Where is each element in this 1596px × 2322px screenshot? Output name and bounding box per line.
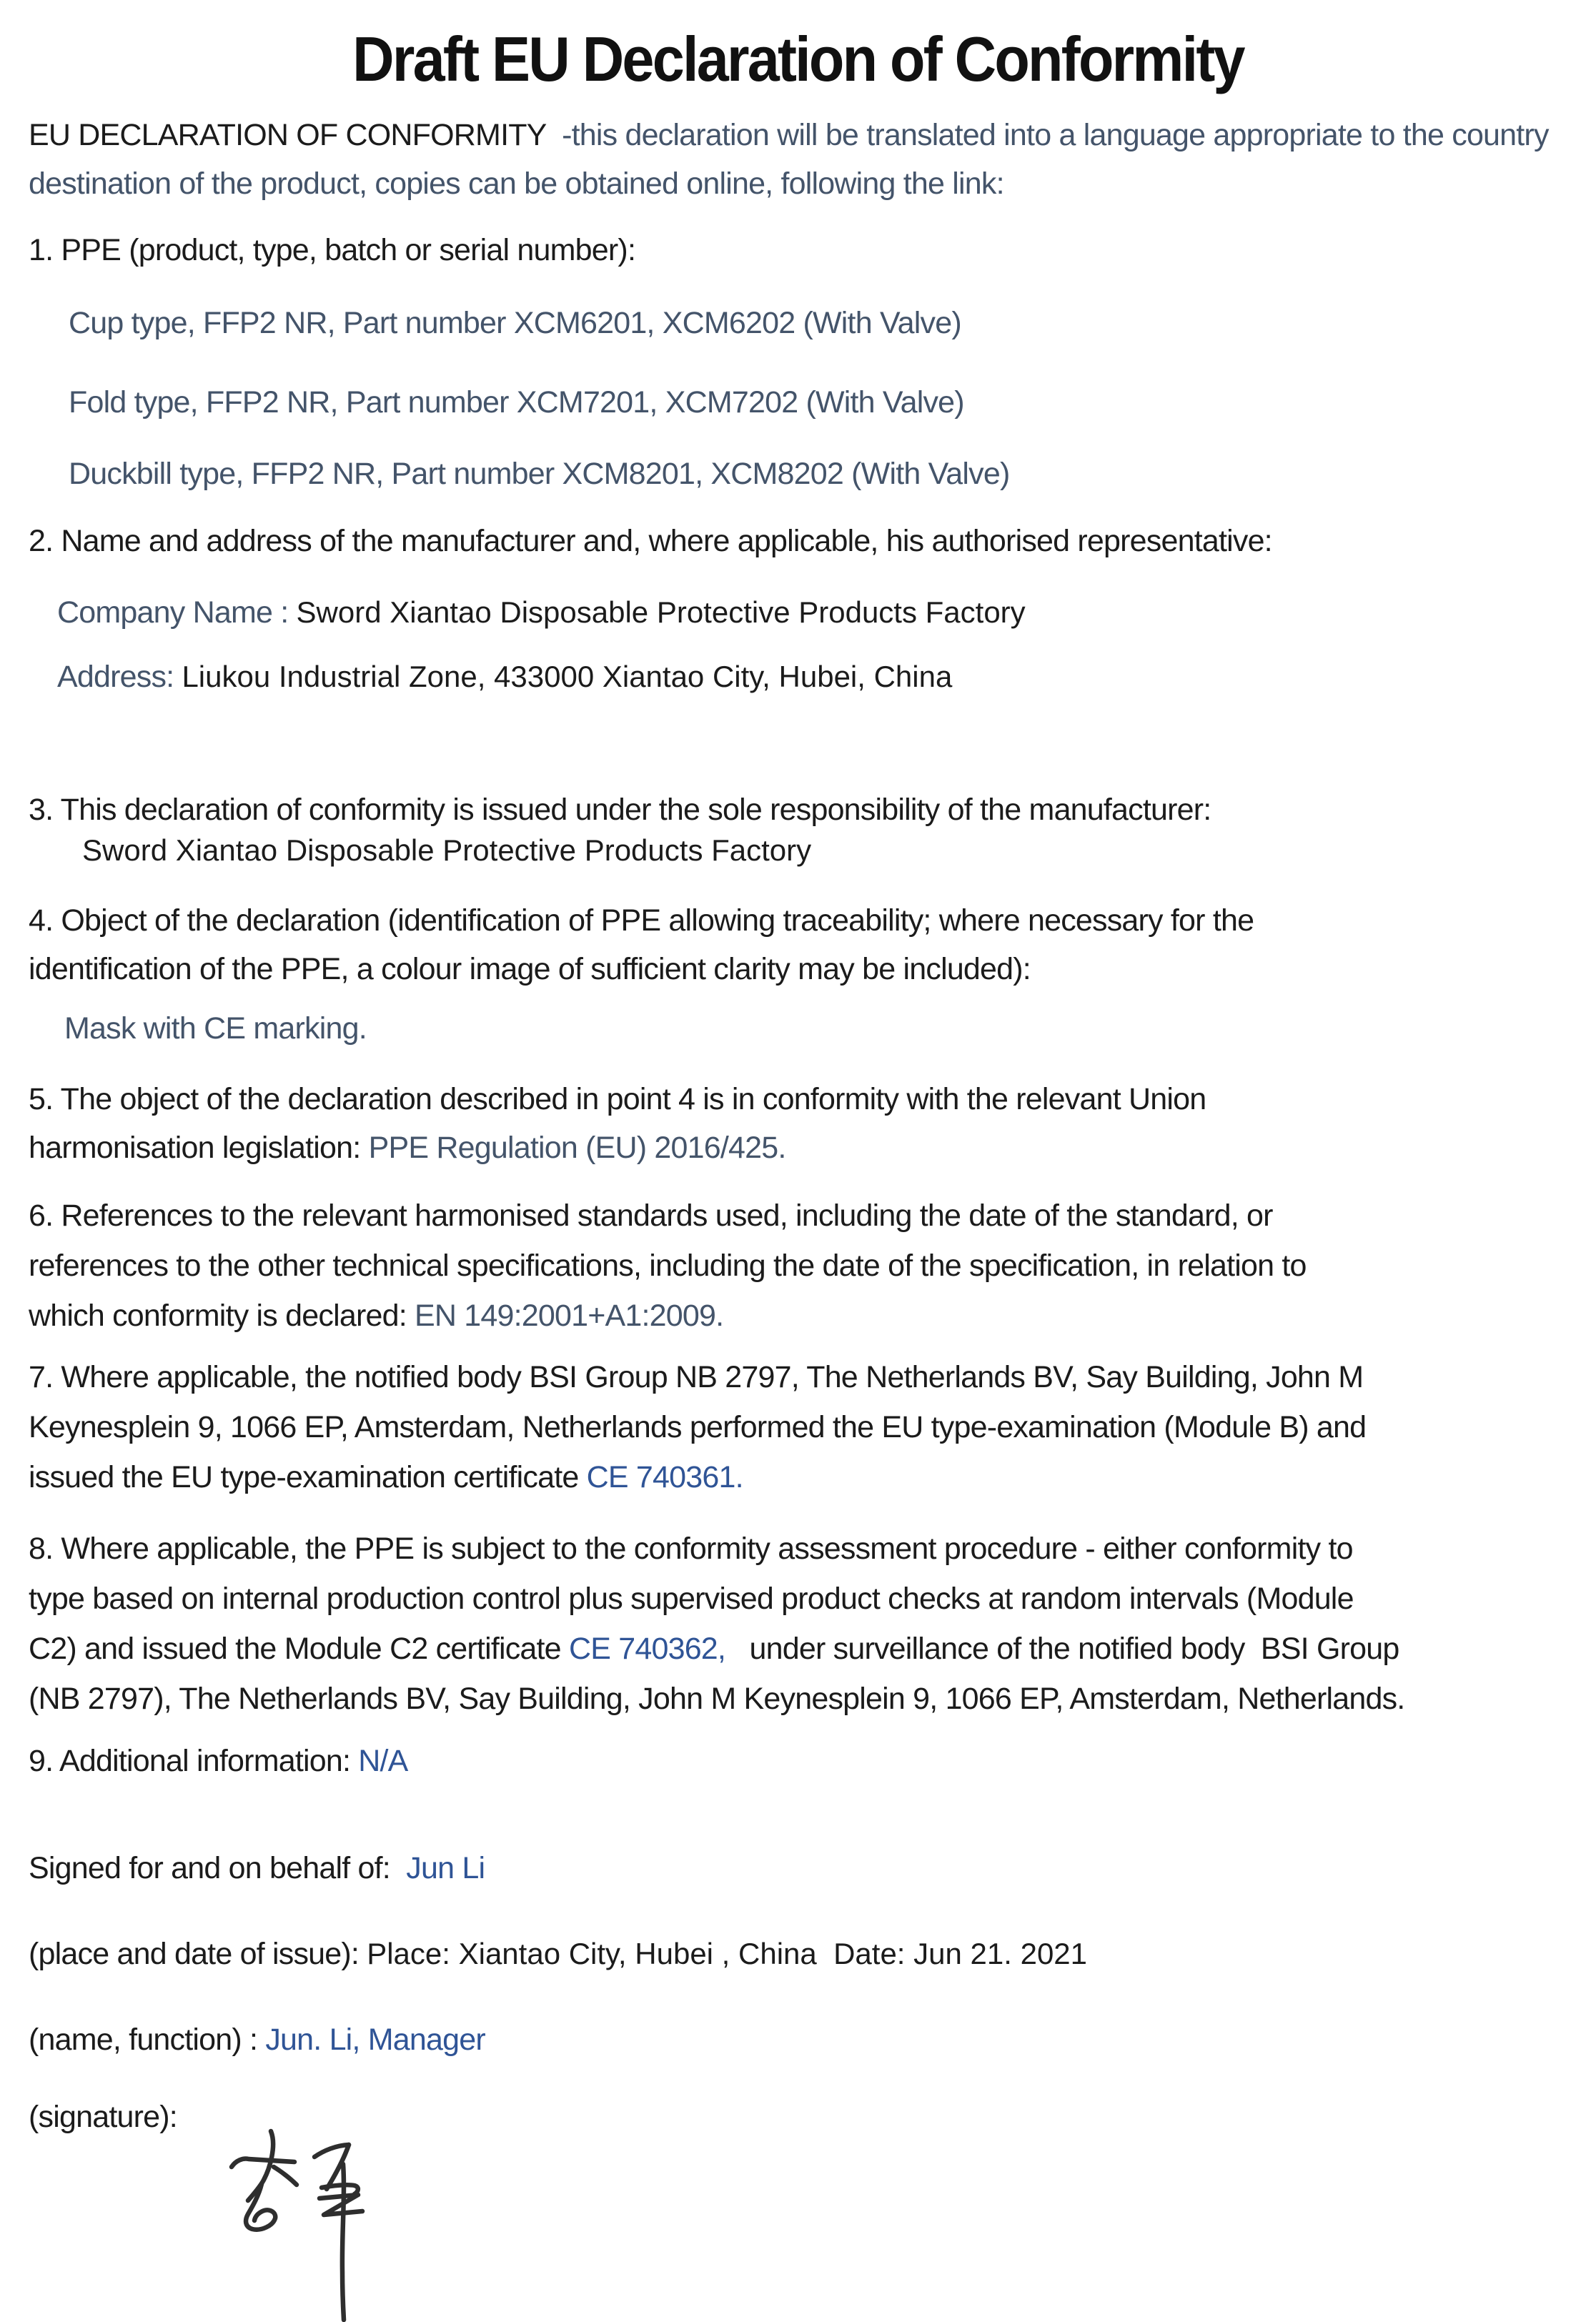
section-6-paragraph [29,1191,1567,1341]
place-date-label: (place and date of issue): [29,1937,367,1971]
address-row [29,659,1567,695]
section-6-line-2: references to the other technical specifications, including the date of the specification, in relation to [29,1249,1307,1283]
product-item-cup: Cup type, FFP2 NR, Part number XCM6201, XCM6202 (With Valve) [69,306,961,340]
section-8-line-3 [29,1624,1567,1674]
section-6-standard-label: which conformity is declared: [29,1299,415,1333]
company-name-label: Company Name : [57,595,297,630]
section-1-heading: 1. PPE (product, type, batch or serial number): [29,233,636,267]
section-4-line-2: identification of the PPE, a colour image of sufficient clarity may be included): [29,952,1031,986]
intro-paragraph [29,111,1567,208]
document-page [0,21,1596,2322]
signed-for-label: Signed for and on behalf of: [29,1851,407,1885]
section-6-line-3 [29,1291,1567,1341]
section-7-line-1: 7. Where applicable, the notified body BSI Group NB 2797, The Netherlands BV, Say Building, John M [29,1360,1364,1394]
place-date-row [29,1936,1567,1972]
intro-line-1 [29,111,1567,159]
section-4-object-value: Mask with CE marking. [64,1011,367,1046]
name-function-row [29,2022,1567,2058]
section-8-certificate-label: C2) and issued the Module C2 certificate [29,1632,569,1666]
section-5-line-2 [29,1123,1567,1172]
name-function-label: (name, function) : [29,2023,266,2057]
section-2-heading: 2. Name and address of the manufacturer and, where applicable, his authorised representative: [29,524,1272,558]
section-7-line-2: Keynesplein 9, 1066 EP, Amsterdam, Netherlands performed the EU type-examination (Module B) and [29,1410,1367,1444]
section-7-line-3 [29,1452,1567,1502]
section-8-line-2: type based on internal production control plus supervised product checks at random intervals (Module [29,1582,1354,1616]
section-8-line-1: 8. Where applicable, the PPE is subject to the conformity assessment procedure - either conformity to [29,1532,1353,1566]
section-4-line-1: 4. Object of the declaration (identification of PPE allowing traceability; where necessary for the [29,903,1254,938]
company-name-value: Sword Xiantao Disposable Protective Products Factory [296,595,1026,629]
intro-label: EU DECLARATION OF CONFORMITY [29,118,546,152]
section-5-legislation-value: PPE Regulation (EU) 2016/425. [368,1131,786,1165]
section-7-paragraph [29,1352,1567,1502]
section-7-certificate-number: CE 740361. [586,1460,743,1494]
place-date-value: Place: Xiantao City, Hubei , China Date: Jun 21. 2021 [367,1937,1088,1970]
section-8-paragraph [29,1524,1567,1724]
signed-for-row [29,1850,1567,1886]
address-value: Liukou Industrial Zone, 433000 Xiantao City, Hubei, China [182,660,953,693]
section-7-certificate-label: issued the EU type-examination certificate [29,1460,587,1494]
handwritten-signature-li-jun [179,2121,436,2322]
section-6-line-1: 6. References to the relevant harmonised standards used, including the date of the standard, or [29,1199,1273,1233]
section-5-legislation-label: harmonisation legislation: [29,1131,369,1165]
section-9-label: 9. Additional information: [29,1744,359,1778]
section-3-heading: 3. This declaration of conformity is issued under the sole responsibility of the manufacturer: [29,793,1211,827]
document-title: Draft EU Declaration of Conformity [352,24,1244,94]
signed-for-value: Jun Li [406,1851,485,1885]
section-5-line-1: 5. The object of the declaration described in point 4 is in conformity with the relevant Union [29,1082,1206,1116]
section-5-paragraph [29,1075,1567,1172]
section-9-value: N/A [358,1744,408,1778]
section-9-row [29,1743,1567,1779]
product-item-fold: Fold type, FFP2 NR, Part number XCM7201, XCM7202 (With Valve) [69,385,964,420]
signature-label: (signature): [29,2100,177,2134]
company-name-row [29,595,1567,630]
product-item-duckbill: Duckbill type, FFP2 NR, Part number XCM8201, XCM8202 (With Valve) [69,457,1010,491]
address-label: Address: [57,660,182,694]
name-function-value: Jun. Li, Manager [265,2023,485,2057]
section-6-standard-value: EN 149:2001+A1:2009. [415,1299,724,1333]
section-8-certificate-number: CE 740362, [568,1632,726,1666]
intro-line-2: destination of the product, copies can be obtained online, following the link: [29,167,1004,201]
section-8-surveillance-text: under surveillance of the notified body BSI Group [725,1632,1399,1666]
intro-rest: -this declaration will be translated into a language appropriate to the country [545,118,1549,152]
section-8-line-4: (NB 2797), The Netherlands BV, Say Building, John M Keynesplein 9, 1066 EP, Amsterdam, Netherlands. [29,1682,1405,1716]
section-3-manufacturer-value: Sword Xiantao Disposable Protective Products Factory [82,833,812,867]
section-4-paragraph [29,896,1567,993]
